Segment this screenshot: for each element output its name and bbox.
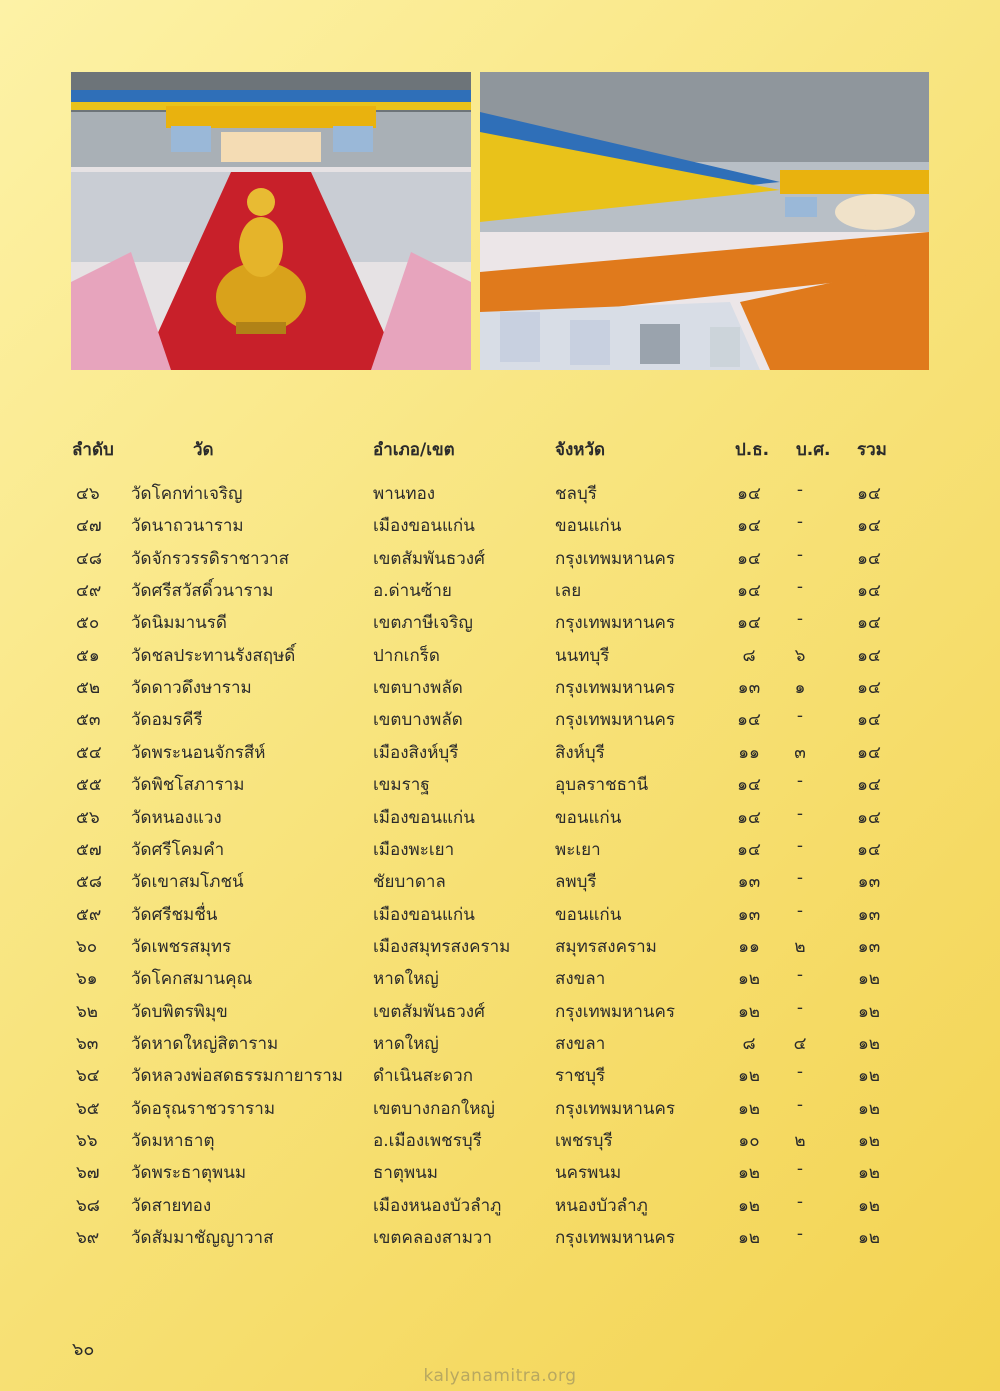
table-row bbox=[0, 1155, 1000, 1187]
total-count: ๑๒ bbox=[858, 1098, 880, 1119]
pt-count: ๘ bbox=[742, 1033, 756, 1054]
province-name: ลพบุรี bbox=[555, 872, 597, 893]
wat-name: วัดโคกท่าเจริญ bbox=[131, 484, 243, 504]
total-count: ๑๔ bbox=[857, 742, 881, 763]
wat-name: วัดโคกสมานคุณ bbox=[131, 969, 253, 990]
wat-name: วัดนาถวนาราม bbox=[131, 516, 244, 537]
district-name: เมืองสมุทรสงคราม bbox=[373, 936, 511, 957]
total-count: ๑๒ bbox=[858, 1163, 880, 1184]
total-count: ๑๓ bbox=[857, 872, 881, 893]
pt-count: ๑๓ bbox=[737, 872, 761, 893]
district-name: หาดใหญ่ bbox=[373, 969, 439, 990]
wat-name: วัดชลประทานรังสฤษดิ์ bbox=[131, 645, 296, 666]
province-name: กรุงเทพมหานคร bbox=[555, 613, 676, 634]
bs-count: ๖ bbox=[794, 645, 806, 666]
province-name: ชลบุรี bbox=[555, 484, 597, 504]
total-count: ๑๒ bbox=[858, 1033, 880, 1054]
province-name: ขอนแก่น bbox=[555, 904, 622, 925]
table-row bbox=[0, 605, 1000, 637]
row-number: ๕๒ bbox=[76, 678, 101, 699]
table-row bbox=[0, 1058, 1000, 1090]
ceremony-photo-monks bbox=[480, 72, 929, 370]
table-row bbox=[0, 1220, 1000, 1252]
district-name: เขตบางพลัด bbox=[373, 710, 463, 731]
pt-count: ๑๑ bbox=[738, 936, 760, 957]
bs-count: - bbox=[796, 1094, 804, 1115]
row-number: ๖๙ bbox=[76, 1228, 100, 1249]
table-row bbox=[0, 508, 1000, 540]
wat-name: วัดหนองแวง bbox=[131, 807, 222, 828]
wat-name: วัดอมรคีรี bbox=[131, 710, 203, 731]
pt-count: ๑๒ bbox=[738, 1195, 760, 1216]
table-header bbox=[0, 436, 1000, 462]
wat-name: วัดศรีโคมคำ bbox=[131, 839, 225, 860]
wat-name: วัดอรุณราชวราราม bbox=[131, 1098, 276, 1119]
pt-count: ๑๓ bbox=[737, 678, 761, 699]
row-number: ๖๔ bbox=[76, 1066, 100, 1087]
bs-count: - bbox=[796, 997, 804, 1018]
total-count: ๑๔ bbox=[857, 775, 881, 796]
district-name: เขตบางพลัด bbox=[373, 678, 463, 699]
row-number: ๖๑ bbox=[76, 969, 98, 990]
pt-count: ๑๒ bbox=[738, 969, 760, 990]
table-row bbox=[0, 929, 1000, 961]
total-count: ๑๔ bbox=[857, 710, 881, 731]
district-name: เมืองพะเยา bbox=[373, 839, 455, 860]
ceremony-photo-statue bbox=[71, 72, 471, 370]
row-number: ๕๘ bbox=[76, 872, 102, 893]
district-name: ชัยบาดาล bbox=[373, 872, 446, 893]
bs-count: - bbox=[796, 803, 804, 824]
header-bs: บ.ศ. bbox=[796, 440, 831, 460]
row-number: ๕๕ bbox=[76, 775, 102, 796]
bs-count: - bbox=[796, 868, 804, 889]
row-number: ๖๐ bbox=[76, 936, 98, 957]
province-name: ราชบุรี bbox=[555, 1066, 606, 1087]
bs-count: - bbox=[796, 544, 804, 565]
pt-count: ๑๔ bbox=[737, 839, 761, 860]
total-count: ๑๒ bbox=[858, 1228, 880, 1249]
district-name: เมืองสิงห์บุรี bbox=[373, 742, 459, 763]
province-name: เลย bbox=[555, 581, 582, 602]
bs-count: ๓ bbox=[794, 742, 806, 763]
row-number: ๖๗ bbox=[76, 1163, 100, 1184]
row-number: ๔๗ bbox=[76, 516, 102, 537]
wat-name: วัดมหาธาตุ bbox=[131, 1131, 215, 1151]
total-count: ๑๔ bbox=[857, 807, 881, 828]
district-name: อ.เมืองเพชรบุรี bbox=[373, 1131, 482, 1151]
province-name: ขอนแก่น bbox=[555, 807, 622, 828]
province-name: พะเยา bbox=[555, 839, 601, 860]
bs-count: ๑ bbox=[794, 678, 806, 699]
wat-name: วัดหลวงพ่อสดธรรมกายาราม bbox=[131, 1066, 343, 1087]
pt-count: ๑๒ bbox=[738, 1001, 760, 1022]
row-number: ๕๔ bbox=[76, 742, 102, 763]
bs-count: - bbox=[796, 512, 804, 533]
table-row bbox=[0, 961, 1000, 993]
bs-count: - bbox=[796, 965, 804, 986]
wat-name: วัดศรีชมชื่น bbox=[131, 904, 218, 925]
total-count: ๑๔ bbox=[857, 548, 881, 569]
total-count: ๑๓ bbox=[857, 936, 881, 957]
province-name: กรุงเทพมหานคร bbox=[555, 710, 676, 731]
row-number: ๖๕ bbox=[76, 1098, 100, 1119]
total-count: ๑๔ bbox=[857, 581, 881, 602]
district-name: ดำเนินสะดวก bbox=[373, 1066, 474, 1087]
wat-name: วัดหาดใหญ่สิตาราม bbox=[131, 1033, 279, 1054]
district-name: หาดใหญ่ bbox=[373, 1033, 439, 1054]
total-count: ๑๒ bbox=[858, 1131, 880, 1151]
table-row bbox=[0, 800, 1000, 832]
district-name: เมืองขอนแก่น bbox=[373, 807, 475, 828]
table-row bbox=[0, 897, 1000, 929]
table-row bbox=[0, 832, 1000, 864]
bs-count: - bbox=[796, 706, 804, 727]
province-name: กรุงเทพมหานคร bbox=[555, 1098, 676, 1119]
province-name: นครพนม bbox=[555, 1163, 622, 1184]
total-count: ๑๒ bbox=[858, 1001, 880, 1022]
wat-name: วัดสัมมาชัญญาวาส bbox=[131, 1228, 274, 1249]
district-name: เขตสัมพันธวงศ์ bbox=[373, 548, 485, 569]
table-row bbox=[0, 1123, 1000, 1155]
bs-count: ๒ bbox=[794, 1131, 806, 1151]
wat-name: วัดสายทอง bbox=[131, 1195, 212, 1216]
pt-count: ๑๔ bbox=[737, 548, 761, 569]
header-pt: ป.ธ. bbox=[735, 440, 770, 460]
bs-count: - bbox=[796, 1191, 804, 1212]
header-province: จังหวัด bbox=[555, 440, 606, 460]
wat-name: วัดจักรวรรดิราชาวาส bbox=[131, 548, 290, 569]
province-name: สงขลา bbox=[555, 1033, 606, 1054]
wat-name: วัดเพชรสมุทร bbox=[131, 936, 232, 957]
province-name: นนทบุรี bbox=[555, 645, 610, 666]
table-row bbox=[0, 1091, 1000, 1123]
table-row bbox=[0, 638, 1000, 670]
bs-count: - bbox=[796, 577, 804, 598]
table-row bbox=[0, 1188, 1000, 1220]
row-number: ๕๗ bbox=[76, 839, 102, 860]
total-count: ๑๒ bbox=[858, 1195, 880, 1216]
header-no: ลำดับ bbox=[72, 440, 114, 460]
row-number: ๕๑ bbox=[76, 645, 100, 666]
total-count: ๑๔ bbox=[857, 678, 881, 699]
bs-count: ๒ bbox=[794, 936, 806, 957]
bs-count: ๔ bbox=[793, 1033, 807, 1054]
province-name: สิงห์บุรี bbox=[555, 742, 605, 763]
bs-count: - bbox=[796, 900, 804, 921]
pt-count: ๑๒ bbox=[738, 1066, 760, 1087]
province-name: อุบลราชธานี bbox=[555, 775, 649, 796]
wat-name: วัดเขาสมโภชน์ bbox=[131, 872, 244, 893]
row-number: ๔๙ bbox=[76, 581, 102, 602]
table-row bbox=[0, 994, 1000, 1026]
district-name: ธาตุพนม bbox=[373, 1163, 438, 1184]
pt-count: ๑๔ bbox=[737, 581, 761, 602]
district-name: เขตคลองสามวา bbox=[373, 1228, 492, 1249]
province-name: เพชรบุรี bbox=[555, 1131, 613, 1151]
wat-name: วัดดาวดึงษาราม bbox=[131, 678, 252, 699]
province-name: กรุงเทพมหานคร bbox=[555, 548, 676, 569]
pt-count: ๑๒ bbox=[738, 1228, 760, 1249]
row-number: ๔๘ bbox=[76, 548, 102, 569]
bs-count: - bbox=[796, 1224, 804, 1245]
bs-count: - bbox=[796, 835, 804, 856]
row-number: ๖๓ bbox=[76, 1033, 99, 1054]
pt-count: ๑๔ bbox=[737, 775, 761, 796]
province-name: สงขลา bbox=[555, 969, 606, 990]
bs-count: - bbox=[796, 1159, 804, 1180]
row-number: ๖๖ bbox=[76, 1131, 98, 1151]
pt-count: ๑๔ bbox=[737, 484, 761, 504]
district-name: เขตภาษีเจริญ bbox=[373, 613, 473, 634]
wat-name: วัดศรีสวัสดิ์วนาราม bbox=[131, 581, 274, 602]
pt-count: ๘ bbox=[742, 645, 756, 666]
table-row bbox=[0, 864, 1000, 896]
total-count: ๑๔ bbox=[857, 516, 881, 537]
province-name: สมุทรสงคราม bbox=[555, 936, 657, 957]
wat-name: วัดพิชโสภาราม bbox=[131, 775, 245, 796]
table-row bbox=[0, 670, 1000, 702]
row-number: ๕๐ bbox=[76, 613, 100, 634]
pt-count: ๑๑ bbox=[738, 742, 760, 763]
row-number: ๔๖ bbox=[76, 484, 100, 504]
district-name: อ.ด่านซ้าย bbox=[373, 581, 452, 602]
pt-count: ๑๔ bbox=[737, 613, 761, 634]
table-row bbox=[0, 767, 1000, 799]
province-name: ขอนแก่น bbox=[555, 516, 622, 537]
district-name: เขมราฐ bbox=[373, 775, 430, 796]
header-district: อำเภอ/เขต bbox=[373, 440, 455, 460]
pt-count: ๑๔ bbox=[737, 710, 761, 731]
pt-count: ๑๒ bbox=[738, 1098, 760, 1119]
pt-count: ๑๐ bbox=[738, 1131, 760, 1151]
row-number: ๖๒ bbox=[76, 1001, 98, 1022]
district-name: เมืองขอนแก่น bbox=[373, 904, 475, 925]
total-count: ๑๔ bbox=[857, 484, 881, 504]
pt-count: ๑๔ bbox=[737, 516, 761, 537]
province-name: หนองบัวลำภู bbox=[555, 1195, 648, 1216]
province-name: กรุงเทพมหานคร bbox=[555, 678, 676, 699]
total-count: ๑๔ bbox=[857, 645, 881, 666]
district-name: เขตบางกอกใหญ่ bbox=[373, 1098, 495, 1119]
total-count: ๑๓ bbox=[857, 904, 881, 925]
district-name: เมืองขอนแก่น bbox=[373, 516, 475, 537]
table-row bbox=[0, 702, 1000, 734]
wat-name: วัดพระนอนจักรสีห์ bbox=[131, 742, 266, 763]
district-name: พานทอง bbox=[373, 484, 436, 504]
total-count: ๑๒ bbox=[858, 969, 880, 990]
pt-count: ๑๔ bbox=[737, 807, 761, 828]
district-name: เมืองหนองบัวลำภู bbox=[373, 1195, 502, 1216]
bs-count: - bbox=[796, 1062, 804, 1083]
wat-name: วัดพระธาตุพนม bbox=[131, 1163, 247, 1184]
table-row bbox=[0, 735, 1000, 767]
bs-count: - bbox=[796, 771, 804, 792]
pt-count: ๑๓ bbox=[737, 904, 761, 925]
row-number: ๖๘ bbox=[76, 1195, 100, 1216]
district-name: เขตสัมพันธวงศ์ bbox=[373, 1001, 485, 1022]
row-number: ๕๙ bbox=[76, 904, 102, 925]
header-wat: วัด bbox=[193, 440, 214, 460]
table-row bbox=[0, 541, 1000, 573]
total-count: ๑๔ bbox=[857, 839, 881, 860]
wat-name: วัดบพิตรพิมุข bbox=[131, 1001, 228, 1022]
table-row bbox=[0, 573, 1000, 605]
bs-count: - bbox=[796, 609, 804, 630]
province-name: กรุงเทพมหานคร bbox=[555, 1001, 676, 1022]
district-name: ปากเกร็ด bbox=[373, 645, 440, 666]
header-total: รวม bbox=[857, 440, 887, 460]
total-count: ๑๔ bbox=[857, 613, 881, 634]
footer-url: kalyanamitra.org bbox=[423, 1366, 577, 1386]
wat-name: วัดนิมมานรดี bbox=[131, 613, 227, 634]
total-count: ๑๒ bbox=[858, 1066, 880, 1087]
province-name: กรุงเทพมหานคร bbox=[555, 1228, 676, 1249]
bs-count: - bbox=[796, 480, 804, 500]
page-number: ๖๐ bbox=[72, 1339, 95, 1360]
pt-count: ๑๒ bbox=[738, 1163, 760, 1184]
row-number: ๕๖ bbox=[76, 807, 100, 828]
row-number: ๕๓ bbox=[76, 710, 101, 731]
table-row bbox=[0, 476, 1000, 508]
table-row bbox=[0, 1026, 1000, 1058]
